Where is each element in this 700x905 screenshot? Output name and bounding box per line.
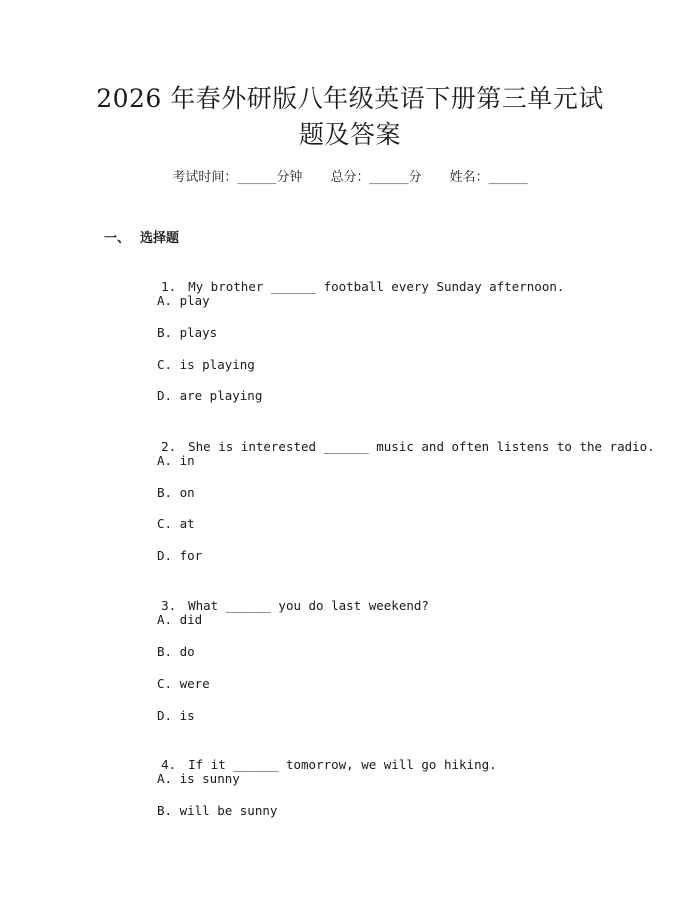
- question-number: 2.: [161, 439, 177, 454]
- section-number: 一、: [104, 231, 131, 246]
- answer-option: A. is sunny: [157, 771, 240, 786]
- exam-info-row: [0, 168, 700, 188]
- exam-title-line-1: 2026 年春外研版八年级英语下册第三单元试: [96, 84, 604, 113]
- answer-option: B. do: [157, 644, 195, 659]
- answer-option: D. is: [157, 708, 195, 723]
- answer-option: B. will be sunny: [157, 803, 278, 818]
- answer-option: A. play: [157, 293, 210, 308]
- answer-option: D. for: [157, 548, 203, 563]
- answer-option: D. are playing: [157, 388, 263, 403]
- answer-option: C. at: [157, 516, 195, 531]
- exam-title-line-2: 题及答案: [298, 120, 401, 149]
- student-name-field: 姓名：______: [449, 170, 528, 185]
- question-text: She is interested ______ music and often listens to the radio.: [188, 439, 655, 454]
- question-text: What ______ you do last weekend?: [188, 598, 429, 613]
- answer-option: A. in: [157, 453, 195, 468]
- question-item: [131, 420, 655, 474]
- section-heading: [104, 229, 179, 249]
- question-text: If it ______ tomorrow, we will go hiking.: [188, 757, 497, 772]
- exam-time-field: 考试时间：______分钟: [172, 170, 303, 185]
- answer-option: C. were: [157, 676, 210, 691]
- answer-option: C. is playing: [157, 357, 255, 372]
- question-number: 3.: [161, 598, 177, 613]
- answer-option: A. did: [157, 612, 203, 627]
- answer-option: B. on: [157, 485, 195, 500]
- question-number: 4.: [161, 757, 177, 772]
- question-text: My brother ______ football every Sunday afternoon.: [188, 279, 565, 294]
- total-score-field: 总分：______分: [330, 170, 422, 185]
- question-number: 1.: [161, 279, 177, 294]
- section-title: 选择题: [140, 231, 180, 246]
- answer-option: B. plays: [157, 325, 218, 340]
